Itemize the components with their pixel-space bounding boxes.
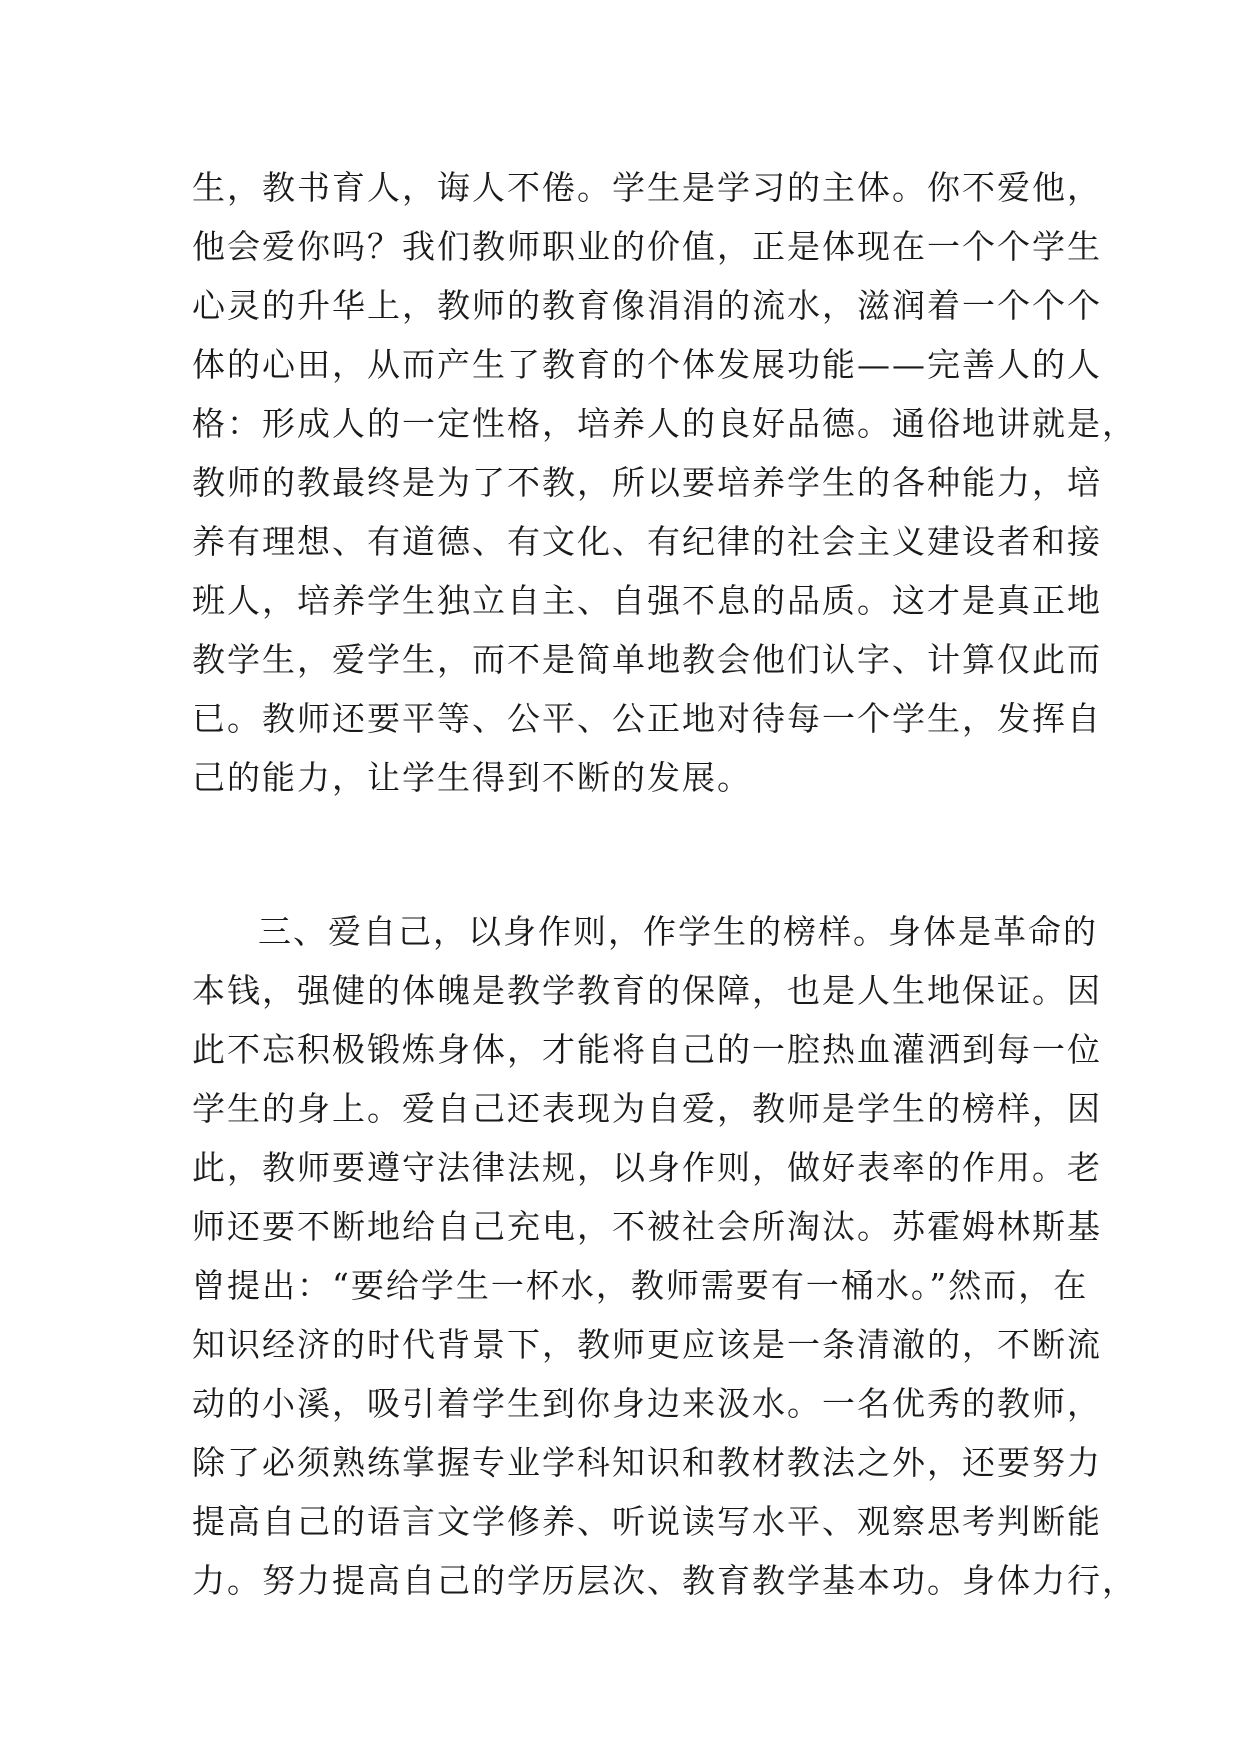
text-line: 养有理想、有道德、有文化、有纪律的社会主义建设者和接 [192,522,1102,561]
paragraph-spacer [192,807,1052,902]
text-line: 知识经济的时代背景下，教师更应该是一条清澈的，不断流 [192,1325,1102,1364]
text-line: 此，教师要遵守法律法规，以身作则，做好表率的作用。老 [192,1148,1102,1187]
text-line: 格：形成人的一定性格，培养人的良好品德。通俗地讲就是， [192,404,1137,443]
text-line: 力。努力提高自己的学历层次、教育教学基本功。身体力行， [192,1561,1137,1600]
text-line: 教学生，爱学生，而不是简单地教会他们认字、计算仅此而 [192,640,1102,679]
text-line: 师还要不断地给自己充电，不被社会所淘汰。苏霍姆林斯基 [192,1207,1102,1246]
text-line: 已。教师还要平等、公平、公正地对待每一个学生，发挥自 [192,699,1102,738]
text-line: 三、爱自己，以身作则，作学生的榜样。身体是革命的 [258,912,1098,951]
text-line: 曾提出：“要给学生一杯水，教师需要有一桶水。”然而，在 [192,1266,1089,1305]
text-line: 提高自己的语言文学修养、听说读写水平、观察思考判断能 [192,1502,1102,1541]
paragraph-section-three [192,902,1137,1610]
text-line: 本钱，强健的体魄是教学教育的保障，也是人生地保证。因 [192,971,1102,1010]
text-line: 心灵的升华上，教师的教育像涓涓的流水，滋润着一个个个 [192,286,1102,325]
text-line: 学生的身上。爱自己还表现为自爱，教师是学生的榜样，因 [192,1089,1102,1128]
text-line: 班人，培养学生独立自主、自强不息的品质。这才是真正地 [192,581,1102,620]
text-line: 生，教书育人，诲人不倦。学生是学习的主体。你不爱他， [192,168,1102,207]
text-line: 动的小溪，吸引着学生到你身边来汲水。一名优秀的教师， [192,1384,1102,1423]
text-line: 教师的教最终是为了不教，所以要培养学生的各种能力，培 [192,463,1102,502]
text-line: 己的能力，让学生得到不断的发展。 [192,758,752,797]
text-line: 体的心田，从而产生了教育的个体发展功能——完善人的人 [192,345,1102,384]
document-body [192,158,1137,1610]
text-line: 此不忘积极锻炼身体，才能将自己的一腔热血灌洒到每一位 [192,1030,1102,1069]
text-line: 他会爱你吗？我们教师职业的价值，正是体现在一个个学生 [192,227,1102,266]
paragraph-continued [192,158,1137,807]
text-line: 除了必须熟练掌握专业学科知识和教材教法之外，还要努力 [192,1443,1102,1482]
